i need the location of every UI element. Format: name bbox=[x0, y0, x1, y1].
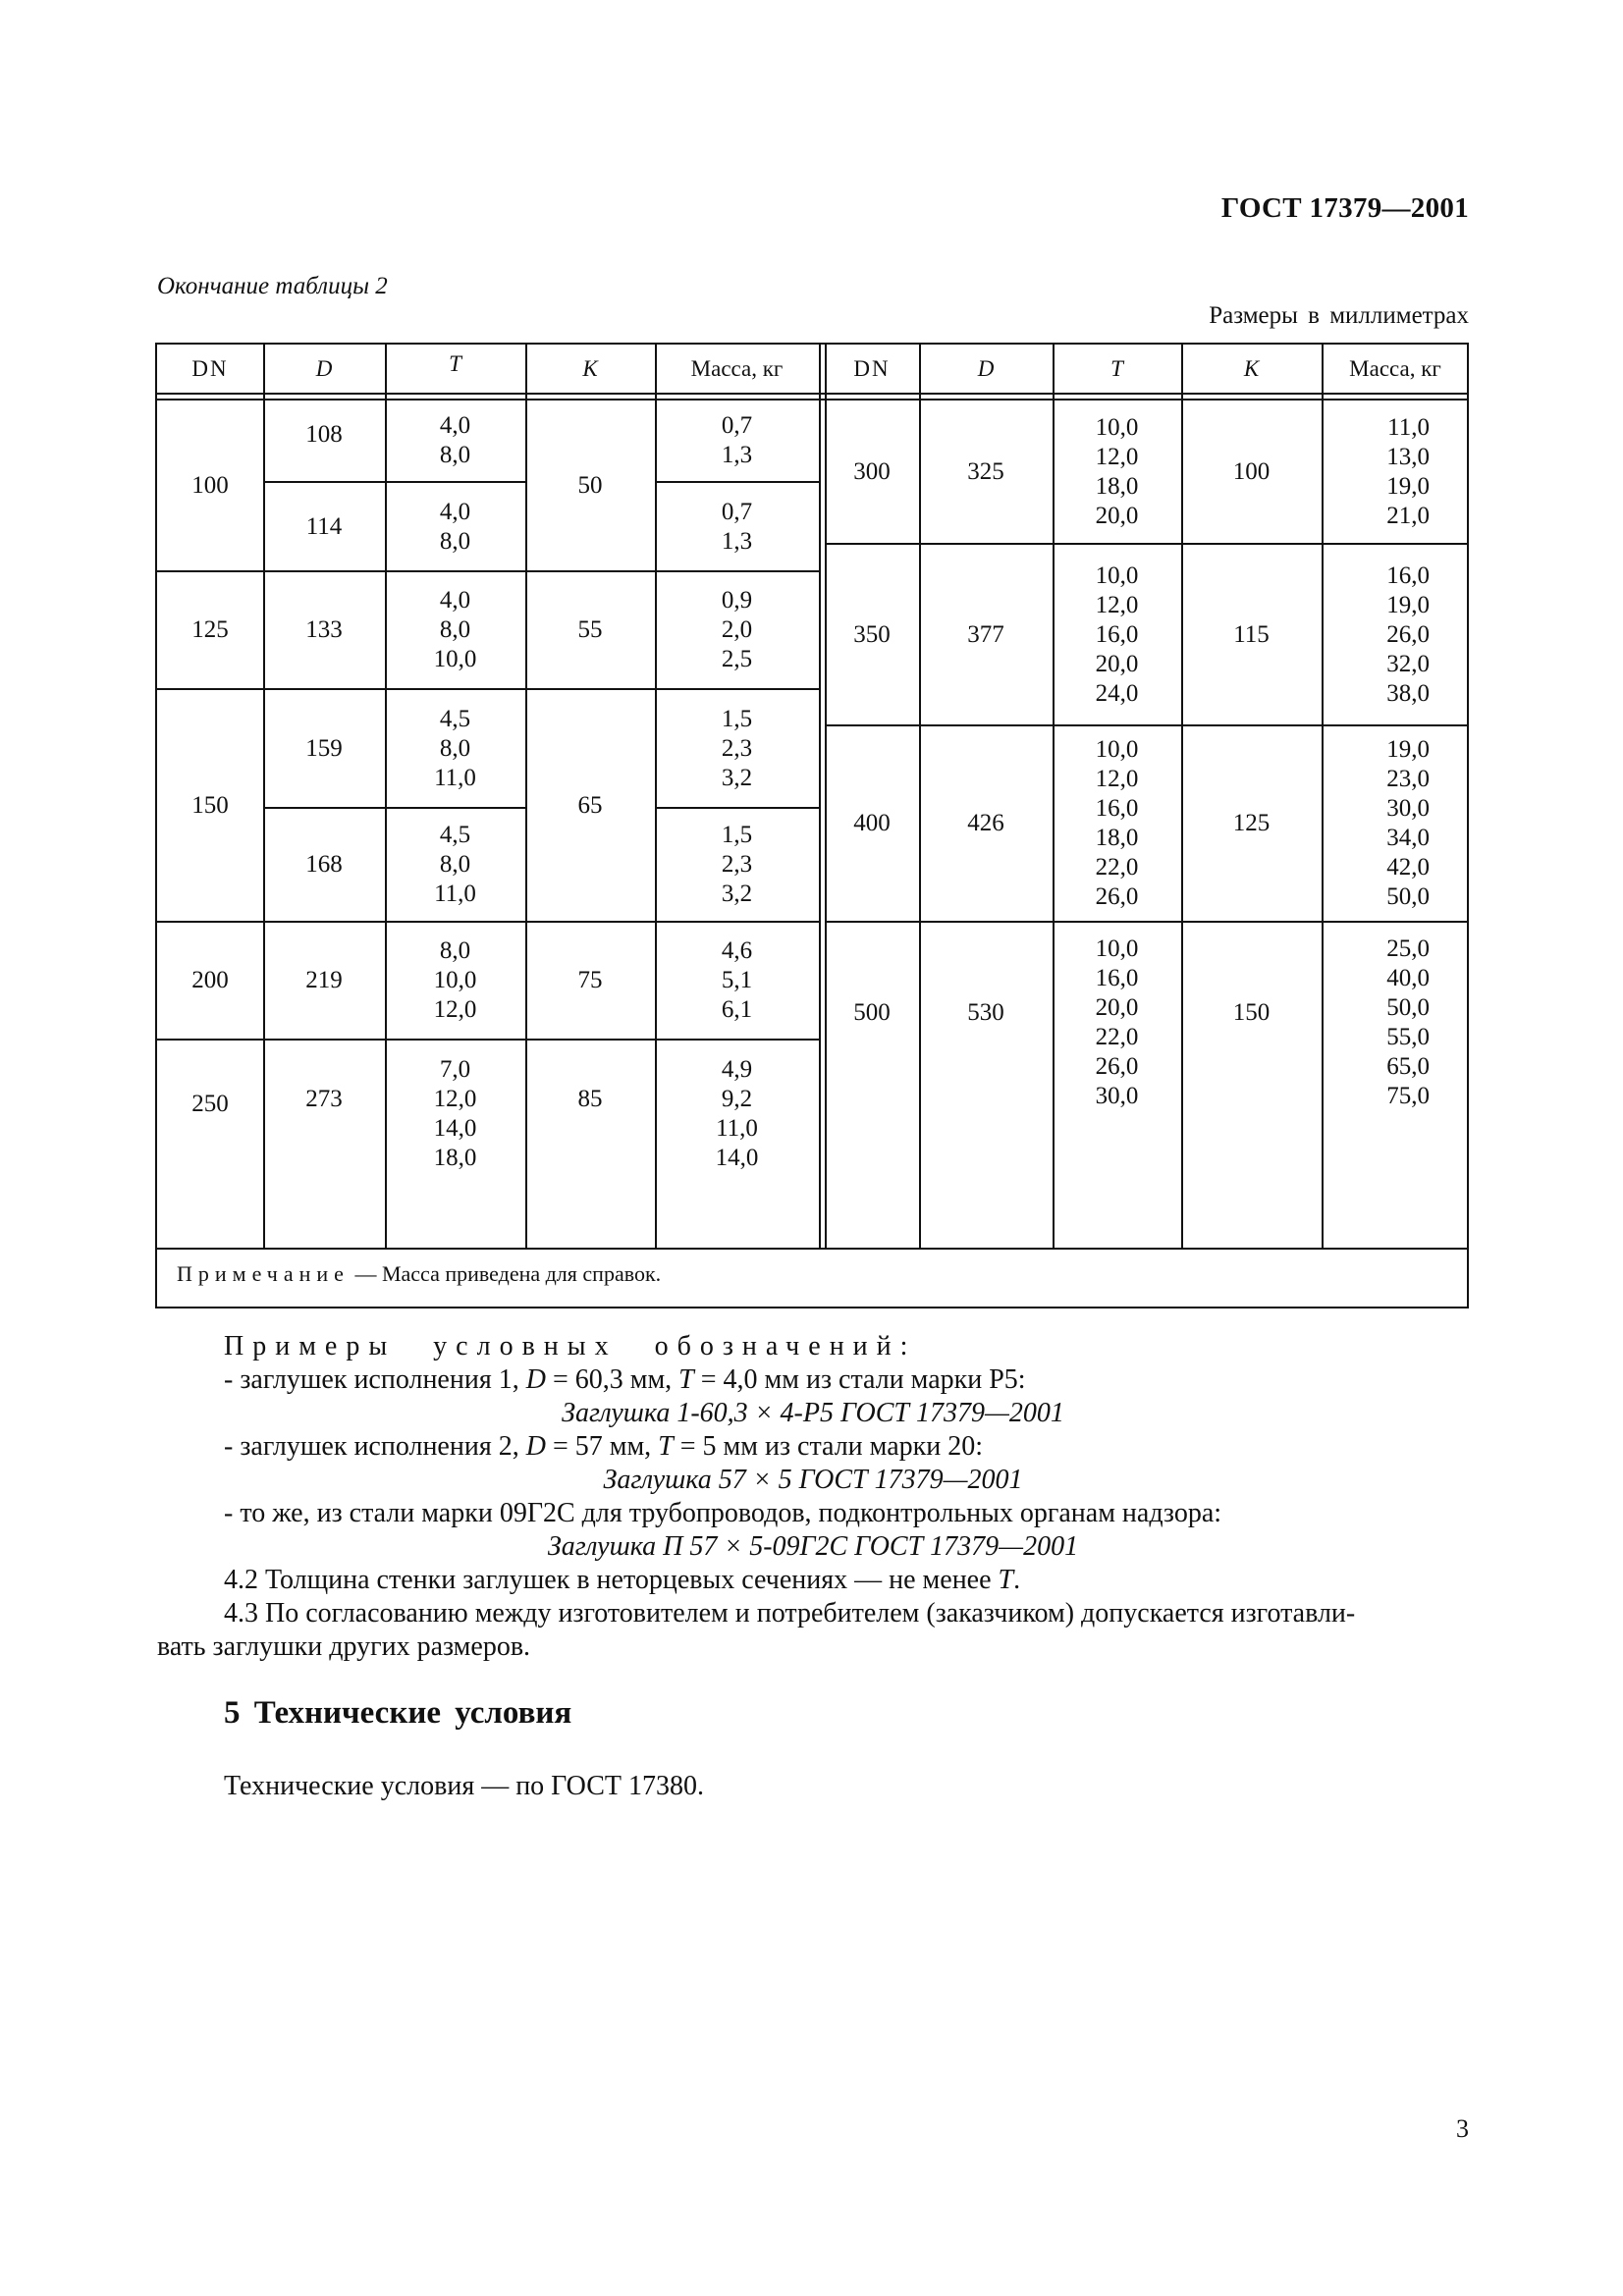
table-cell bbox=[1053, 545, 1181, 724]
value: 11,0 bbox=[434, 764, 476, 791]
table-cell: 325 bbox=[967, 457, 1004, 485]
value: 4,0 bbox=[439, 587, 471, 614]
value: 2,3 bbox=[721, 734, 753, 762]
page-number: 3 bbox=[1456, 2114, 1469, 2143]
table-cell: 400 bbox=[853, 810, 891, 836]
table-cell: 133 bbox=[305, 616, 343, 643]
table-cell bbox=[385, 923, 525, 1039]
value: 1,5 bbox=[721, 822, 753, 848]
table-cell bbox=[385, 690, 525, 807]
value: 14,0 bbox=[433, 1115, 477, 1142]
table-cell: 250 bbox=[191, 1091, 229, 1117]
example-3: - то же, из стали марки 09Г2С для трубопроводов, подконтрольных органам надзора: bbox=[224, 1498, 1222, 1528]
value: 65,0 bbox=[1386, 1053, 1430, 1080]
header-k: K bbox=[582, 355, 598, 381]
table-cell: 114 bbox=[305, 512, 343, 540]
value: 34,0 bbox=[1386, 825, 1430, 851]
table-cell: 377 bbox=[967, 620, 1004, 648]
value: 0,9 bbox=[721, 587, 753, 614]
value: 0,7 bbox=[721, 412, 753, 439]
value: 10,0 bbox=[1095, 935, 1139, 962]
table-cell: 50 bbox=[577, 471, 603, 499]
value: 40,0 bbox=[1386, 965, 1430, 991]
header-t: T bbox=[1110, 355, 1123, 381]
table-cell bbox=[385, 483, 525, 570]
table-cell: 108 bbox=[305, 421, 343, 448]
value: 0,7 bbox=[721, 498, 753, 525]
table-cell bbox=[385, 809, 525, 921]
header-k: K bbox=[1243, 355, 1260, 381]
value: 10,0 bbox=[433, 646, 477, 672]
value: 3,2 bbox=[721, 764, 753, 791]
header-d: D bbox=[977, 355, 995, 381]
clause-4-3: 4.3 По согласованию между изготовителем и потребителем (заказчиком) допускается изготавли- bbox=[224, 1598, 1356, 1629]
var-d: D bbox=[525, 1364, 546, 1395]
value: 32,0 bbox=[1386, 650, 1430, 677]
table-note bbox=[177, 1261, 661, 1287]
examples-heading: Примеры условных обозначений: bbox=[224, 1331, 917, 1362]
example-3-designation: Заглушка П 57 × 5-09Г2С ГОСТ 17379—2001 bbox=[547, 1531, 1079, 1562]
table-cell: 159 bbox=[305, 734, 343, 762]
value: 4,5 bbox=[439, 705, 471, 732]
text: = 57 мм, bbox=[545, 1431, 659, 1462]
table-cell: 125 bbox=[1232, 810, 1271, 836]
value: 5,1 bbox=[721, 967, 753, 993]
value: 8,0 bbox=[439, 937, 471, 964]
note-text: — Масса приведена для справок. bbox=[349, 1261, 662, 1286]
value: 8,0 bbox=[439, 734, 471, 762]
table-cell: 150 bbox=[1232, 998, 1271, 1026]
table-cell: 55 bbox=[577, 616, 603, 643]
table-cell bbox=[1322, 726, 1469, 921]
value: 13,0 bbox=[1386, 443, 1430, 470]
table-cell bbox=[655, 572, 819, 688]
value: 24,0 bbox=[1095, 679, 1139, 707]
section-5-text: Технические условия — по ГОСТ 17380. bbox=[224, 1771, 705, 1801]
value: 30,0 bbox=[1386, 795, 1430, 822]
value: 1,5 bbox=[721, 705, 753, 732]
table-cell: 500 bbox=[853, 998, 891, 1026]
value: 4,0 bbox=[439, 412, 471, 439]
table-cell bbox=[1053, 400, 1181, 543]
value: 14,0 bbox=[715, 1145, 759, 1171]
half-divider bbox=[819, 345, 821, 1248]
value: 26,0 bbox=[1095, 883, 1139, 910]
value: 6,1 bbox=[721, 996, 753, 1023]
example-2-designation: Заглушка 57 × 5 ГОСТ 17379—2001 bbox=[603, 1465, 1023, 1495]
table-cell bbox=[655, 690, 819, 807]
note-rule bbox=[157, 1248, 1469, 1250]
value: 23,0 bbox=[1386, 766, 1430, 792]
header-t: T bbox=[449, 351, 461, 376]
table-cell: 300 bbox=[853, 457, 891, 485]
clause-4-2 bbox=[224, 1564, 1020, 1597]
value: 12,0 bbox=[433, 996, 477, 1023]
table-cell: 115 bbox=[1233, 620, 1270, 648]
value: 10,0 bbox=[1095, 561, 1139, 589]
table-cell: 65 bbox=[577, 791, 603, 819]
value: 16,0 bbox=[1386, 561, 1430, 589]
table-cell: 125 bbox=[191, 616, 229, 643]
value: 8,0 bbox=[439, 442, 471, 468]
value: 10,0 bbox=[433, 967, 477, 993]
value: 1,3 bbox=[721, 442, 753, 468]
value: 55,0 bbox=[1386, 1024, 1430, 1050]
example-1 bbox=[224, 1363, 1026, 1397]
table-cell bbox=[1322, 400, 1469, 543]
value: 25,0 bbox=[1386, 935, 1430, 962]
table-cell bbox=[1053, 923, 1181, 1109]
value: 16,0 bbox=[1095, 795, 1139, 822]
value: 26,0 bbox=[1095, 1053, 1139, 1080]
value: 4,9 bbox=[721, 1056, 753, 1083]
value: 26,0 bbox=[1386, 620, 1430, 648]
header-d: D bbox=[315, 355, 333, 381]
table-cell: 273 bbox=[305, 1086, 343, 1112]
value: 4,5 bbox=[439, 822, 471, 848]
value: 19,0 bbox=[1386, 591, 1430, 618]
value: 16,0 bbox=[1095, 965, 1139, 991]
value: 4,0 bbox=[439, 498, 471, 525]
value: 1,3 bbox=[721, 527, 753, 555]
table-cell bbox=[1322, 923, 1469, 1109]
var-t: T bbox=[658, 1431, 674, 1462]
value: 2,3 bbox=[721, 851, 753, 878]
value: 50,0 bbox=[1386, 883, 1430, 910]
section-5-title: 5 Технические условия bbox=[224, 1695, 572, 1731]
text: = 5 мм из стали марки 20: bbox=[673, 1431, 983, 1462]
table-cell: 350 bbox=[853, 620, 891, 648]
value: 18,0 bbox=[1095, 472, 1139, 500]
value: 16,0 bbox=[1095, 620, 1139, 648]
table-caption: Окончание таблицы 2 bbox=[157, 273, 388, 299]
table-cell bbox=[1053, 726, 1181, 921]
value: 22,0 bbox=[1095, 1024, 1139, 1050]
value: 75,0 bbox=[1386, 1083, 1430, 1109]
table-cell: 530 bbox=[967, 998, 1004, 1026]
value: 3,2 bbox=[721, 881, 753, 907]
value: 20,0 bbox=[1095, 994, 1139, 1021]
text: = 60,3 мм, bbox=[545, 1364, 679, 1395]
value: 18,0 bbox=[433, 1145, 477, 1171]
value: 22,0 bbox=[1095, 854, 1139, 881]
value: 2,0 bbox=[721, 616, 753, 643]
table-cell: 200 bbox=[191, 967, 229, 993]
value: 8,0 bbox=[439, 527, 471, 555]
value: 12,0 bbox=[1095, 766, 1139, 792]
value: 19,0 bbox=[1386, 472, 1430, 500]
header-mass: Масса, кг bbox=[690, 355, 784, 381]
value: 9,2 bbox=[721, 1086, 753, 1112]
value: 8,0 bbox=[439, 616, 471, 643]
value: 8,0 bbox=[439, 851, 471, 878]
text: 4.2 Толщина стенки заглушек в неторцевых сечениях — не менее bbox=[224, 1565, 999, 1595]
table-cell bbox=[655, 923, 819, 1039]
table-cell: 168 bbox=[305, 851, 343, 878]
var-t: T bbox=[678, 1364, 694, 1395]
table-cell bbox=[1322, 545, 1469, 724]
value: 50,0 bbox=[1386, 994, 1430, 1021]
table-cell: 75 bbox=[577, 967, 603, 993]
header-mass: Масса, кг bbox=[1349, 355, 1441, 381]
value: 19,0 bbox=[1386, 736, 1430, 763]
table-cell: 426 bbox=[967, 810, 1004, 836]
text: - заглушек исполнения 1, bbox=[224, 1364, 526, 1395]
table-2-continuation bbox=[155, 343, 1469, 1308]
value: 30,0 bbox=[1095, 1083, 1139, 1109]
table-cell: 219 bbox=[305, 967, 343, 993]
value: 11,0 bbox=[716, 1115, 758, 1142]
value: 10,0 bbox=[1095, 736, 1139, 763]
header-dn: DN bbox=[853, 355, 891, 381]
value: 12,0 bbox=[1095, 591, 1139, 618]
value: 38,0 bbox=[1386, 679, 1430, 707]
value: 2,5 bbox=[721, 646, 753, 672]
value: 21,0 bbox=[1386, 502, 1430, 529]
table-cell: 100 bbox=[191, 471, 229, 499]
page-header: ГОСТ 17379—2001 bbox=[1220, 192, 1469, 224]
value: 4,6 bbox=[721, 937, 753, 964]
clause-4-3-cont: вать заглушки других размеров. bbox=[157, 1631, 531, 1662]
table-cell: 85 bbox=[577, 1086, 603, 1112]
example-1-designation: Заглушка 1-60,3 × 4-Р5 ГОСТ 17379—2001 bbox=[562, 1398, 1064, 1428]
value: 11,0 bbox=[1387, 413, 1430, 441]
example-2 bbox=[224, 1430, 983, 1464]
value: 18,0 bbox=[1095, 825, 1139, 851]
table-cell bbox=[385, 400, 525, 481]
value: 12,0 bbox=[1095, 443, 1139, 470]
value: 20,0 bbox=[1095, 502, 1139, 529]
var-d: D bbox=[525, 1431, 546, 1462]
value: 11,0 bbox=[434, 881, 476, 907]
table-cell: 150 bbox=[191, 791, 229, 819]
value: 42,0 bbox=[1386, 854, 1430, 881]
table-cell bbox=[655, 1041, 819, 1188]
text: = 4,0 мм из стали марки Р5: bbox=[693, 1364, 1026, 1395]
value: 12,0 bbox=[433, 1086, 477, 1112]
text: - заглушек исполнения 2, bbox=[224, 1431, 526, 1462]
header-dn: DN bbox=[191, 355, 229, 381]
header-rule bbox=[157, 393, 1469, 395]
table-units: Размеры в миллиметрах bbox=[1209, 302, 1469, 329]
table-cell bbox=[385, 572, 525, 688]
text: . bbox=[1013, 1565, 1021, 1595]
table-cell bbox=[655, 809, 819, 921]
value: 20,0 bbox=[1095, 650, 1139, 677]
table-cell bbox=[655, 483, 819, 570]
value: 7,0 bbox=[439, 1056, 471, 1083]
table-cell: 100 bbox=[1232, 457, 1271, 485]
var-t: T bbox=[998, 1565, 1014, 1595]
value: 10,0 bbox=[1095, 413, 1139, 441]
table-cell bbox=[655, 400, 819, 481]
note-label: Примечание bbox=[177, 1261, 350, 1286]
table-cell bbox=[385, 1041, 525, 1188]
